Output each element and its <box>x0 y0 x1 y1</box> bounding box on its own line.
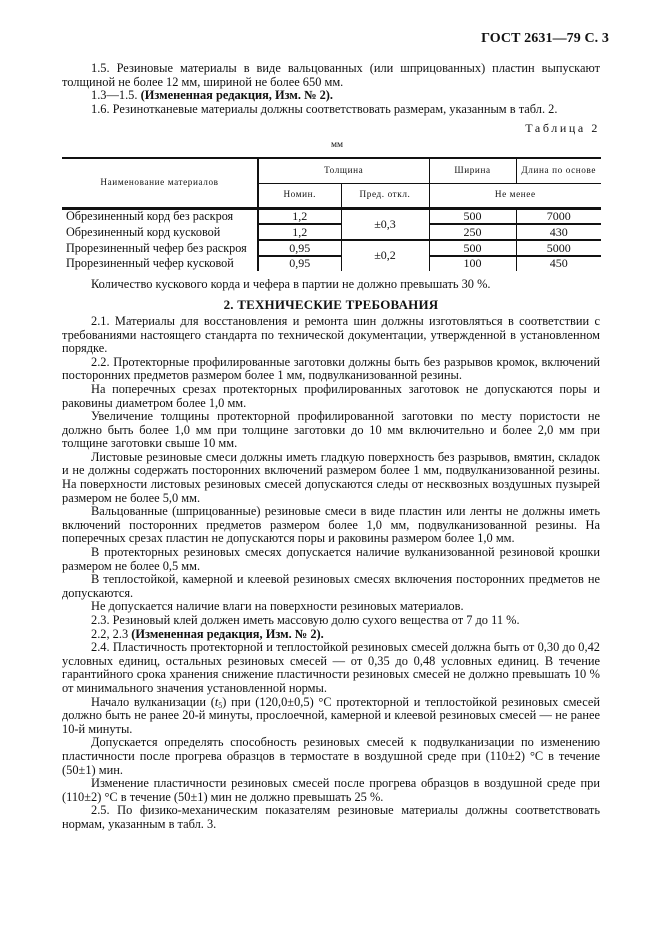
header-not-less: Не менее <box>429 183 601 208</box>
cell-nominal: 0,95 <box>258 240 341 256</box>
paragraph: Увеличение толщины протекторной профилированной заготовки по месту пористости не должно быть более 1,0 мм при толщине заготовки до 10 мм включительно и более 2,0 мм при толщине заготовки свыше 10 мм. <box>62 409 600 451</box>
amendment-label: (Измененная редакция, Изм. № 2). <box>131 626 324 641</box>
cell-name: Прорезиненный чефер без раскроя <box>66 240 247 255</box>
header-material-name: Наименование материалов <box>62 158 258 209</box>
text-run: Начало вулканизации ( <box>91 694 215 709</box>
cell-length: 5000 <box>516 240 601 256</box>
header-width: Ширина <box>429 158 516 184</box>
paragraph-2-2: 2.2. Протекторные профилированные заготовки должны быть без разрывов кромок, включений посторонних предметов размером более 1 мм, подвулканизованной резины. <box>62 354 600 383</box>
text-run: ) при (120,0±0,5) °С протекторной и теплостойкой резиновых смесей должно быть не ранее 20-й минуты, прослоечной, камерной и клеевой резиновых смесей — не ранее 10-й минуты. <box>62 694 600 736</box>
amendment-note-1-3-1-5 <box>62 89 600 103</box>
page-header: ГОСТ 2631—79 С. 3 <box>481 31 609 46</box>
cell-name: Обрезиненный корд кусковой <box>66 224 221 239</box>
cell-width: 100 <box>429 256 516 271</box>
cell-width: 500 <box>429 240 516 256</box>
paragraph-2-3: 2.3. Резиновый клей должен иметь массовую долю сухого вещества от 7 до 11 %. <box>91 613 520 627</box>
table-row <box>62 256 601 271</box>
paragraph-2-1: 2.1. Материалы для восстановления и ремонта шин должны изготовляться в соответствии с требованиями настоящего стандарта по технической документации, утвержденной в установленном порядке. <box>62 313 600 356</box>
cell-name: Обрезиненный корд без раскроя <box>62 208 258 224</box>
amendment-note-2-2-2-3 <box>62 628 600 642</box>
paragraph: Не допускается наличие влаги на поверхности резиновых материалов. <box>91 599 464 614</box>
header-tolerance: Пред. откл. <box>341 183 429 208</box>
subscript: 5 <box>218 700 223 710</box>
cell-nominal: 0,95 <box>258 256 341 271</box>
header-thickness: Толщина <box>258 158 429 184</box>
cell-nominal: 1,2 <box>258 224 341 240</box>
paragraph-2-5: 2.5. По физико-механическим показателям резиновые материалы должны соответствовать нормам, указанным в табл. 3. <box>62 803 600 831</box>
cell-length: 430 <box>516 224 601 240</box>
document-body <box>62 62 600 832</box>
paragraph: В теплостойкой, камерной и клеевой резиновых смесях включения посторонних предметов не допускаются. <box>62 572 600 600</box>
amendment-label: (Измененная редакция, Изм. № 2). <box>140 88 334 103</box>
amendment-ref: 1.3—1.5. <box>91 88 141 103</box>
cell-tolerance: ±0,2 <box>341 240 429 271</box>
cell-width: 500 <box>429 208 516 224</box>
cell-length: 7000 <box>516 208 601 224</box>
paragraph: Изменение пластичности резиновых смесей после прогрева образцов в воздушной среде при (110±2) °С в течение (50±1) мин не должно превышать 25 %. <box>62 776 600 804</box>
paragraph: Допускается определять способность резиновых смесей к подвулканизации по изменению пластичности после прогрева образцов в термостате в воздушной среде при (110±2) °С в течение (50±1) мин. <box>62 735 600 777</box>
cell-nominal: 1,2 <box>258 208 341 224</box>
paragraph-1-6: 1.6. Резинотканевые материалы должны соответствовать размерам, указанным в табл. 2. <box>91 101 558 116</box>
table-caption: Таблица 2 <box>525 121 600 136</box>
amendment-ref: 2.2, 2.3 <box>91 626 132 641</box>
cell-width: 250 <box>429 224 516 240</box>
section-heading: 2. ТЕХНИЧЕСКИЕ ТРЕБОВАНИЯ <box>223 297 439 313</box>
cell-tolerance: ±0,3 <box>341 208 429 240</box>
table-row <box>62 240 601 256</box>
header-nominal: Номин. <box>258 183 341 208</box>
paragraph: Вальцованные (шприцованные) резиновые смеси в виде пластин или ленты не должны иметь включений посторонних предметов размером более 1,0 мм, подвулканизованной резины. На поперечных срезах пластин не допускаются поры и раковины размером более 1,0 мм. <box>62 504 600 546</box>
table-units: мм <box>330 139 344 150</box>
cell-length: 450 <box>516 256 601 271</box>
variable-t: t <box>214 694 219 709</box>
cell-name: Прорезиненный чефер кусковой <box>66 255 234 270</box>
paragraph-2-4: 2.4. Пластичность протекторной и теплостойкой резиновых смесей должна быть от 0,30 до 0,42 условных единиц, остальных резиновых смесей — от 0,35 до 0,48 условных единиц. В течение гарантийного срока хранения снижение пластичности резиновых смесей не должно превышать 10 % от минимального значения установленной нормы. <box>62 640 600 695</box>
paragraph: В протекторных резиновых смесях допускается наличие вулканизованной резиновой крошки размером не более 0,5 мм. <box>62 545 600 573</box>
table-row <box>62 208 601 224</box>
paragraph: На поперечных срезах протекторных профилированных заготовок не допускаются поры и раковины диаметром более 1,0 мм. <box>62 381 600 410</box>
paragraph: Листовые резиновые смеси должны иметь гладкую поверхность без разрывов, вмятин, складок и не должны содержать посторонних включений размером более 1 мм, подвулканизованной резины. На поверхности листовых резиновых смесей допускаются следы от несквозных воздушных пузырей размером не более 5,0 мм. <box>62 449 600 505</box>
table-row <box>62 224 601 240</box>
header-length: Длина по основе <box>516 158 601 184</box>
paragraph-1-5: 1.5. Резиновые материалы в виде вальцованных (или шприцованных) пластин выпускают толщиной не более 12 мм, шириной не более 650 мм. <box>62 61 600 89</box>
table-2 <box>62 157 601 271</box>
note-after-table: Количество кускового корда и чефера в партии не должно превышать 30 %. <box>91 276 491 291</box>
paragraph-vulcanization <box>62 696 600 737</box>
